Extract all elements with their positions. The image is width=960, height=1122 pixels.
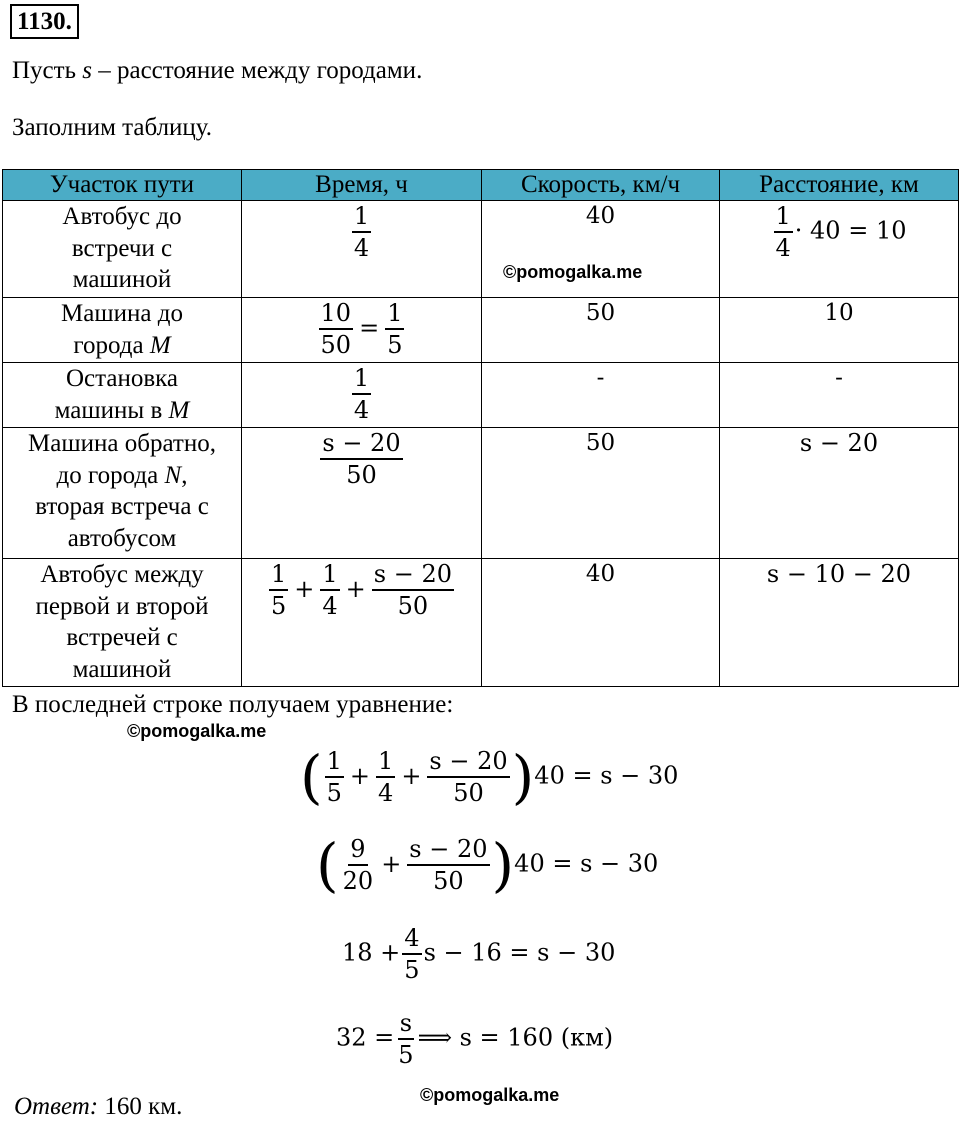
segment-line: Машина до (61, 300, 183, 327)
table-row (3, 559, 959, 687)
distance-cell: 10 (720, 298, 959, 363)
denominator: 4 (353, 396, 370, 424)
segment-text: машины в (54, 396, 169, 424)
speed-cell: 40 (482, 201, 720, 298)
denominator: 50 (346, 461, 377, 489)
plus-sign: + (349, 761, 371, 790)
numerator: s − 20 (427, 746, 509, 778)
fraction (396, 1008, 415, 1070)
fraction (352, 363, 371, 425)
numerator: s − 20 (372, 559, 454, 591)
equation-rhs: s − 16 = s − 30 (423, 938, 616, 967)
denominator: 5 (326, 779, 342, 807)
equals-sign: = (359, 313, 380, 342)
fraction (320, 559, 339, 621)
equation-2 (316, 831, 659, 899)
segment-line: вторая встреча с (35, 493, 209, 520)
denominator: 4 (322, 592, 338, 620)
denominator: 20 (342, 867, 374, 895)
numerator: s − 20 (320, 428, 402, 460)
numerator: 1 (774, 201, 793, 233)
header-speed: Скорость, км/ч (482, 170, 720, 201)
intro-let-suffix: – расстояние между городами. (91, 57, 423, 84)
plus-sign: + (401, 761, 422, 790)
header-segment: Участок пути (3, 170, 242, 201)
fraction (774, 201, 793, 263)
segment-line (3, 395, 241, 427)
segment-variable: M (168, 396, 190, 424)
denominator: 50 (397, 592, 429, 620)
answer-label: Ответ: (14, 1093, 99, 1120)
solution-table (2, 169, 959, 687)
distance-cell (720, 201, 959, 298)
speed-cell: 40 (482, 559, 720, 687)
equation-lhs: 18 + (342, 938, 401, 967)
denominator: 5 (270, 592, 287, 620)
intro-let-line (12, 56, 422, 86)
numerator: 1 (352, 363, 371, 395)
equation-rhs: 40 = s − 30 (514, 849, 659, 878)
equation-lhs: 32 = (336, 1023, 395, 1052)
table-header-row (3, 170, 959, 201)
header-time: Время, ч (242, 170, 482, 201)
fraction (269, 559, 288, 621)
table-row (3, 363, 959, 428)
time-cell (242, 298, 482, 363)
segment-variable: M (149, 331, 171, 359)
distance-cell: s − 20 (720, 428, 959, 559)
fraction (407, 834, 489, 896)
segment-line: первой и второй (35, 592, 209, 620)
segment-line: Автобус до (62, 203, 182, 230)
segment-line: машиной (72, 266, 172, 293)
equation-rhs: ⟹ s = 160 (км) (417, 1023, 614, 1052)
denominator: 4 (353, 234, 370, 262)
distance-cell: s − 10 − 20 (720, 559, 959, 687)
segment-line: Остановка (65, 365, 179, 392)
equation-intro: В последней строке получаем уравнение: (12, 691, 454, 718)
fill-table-line: Заполним таблицу. (12, 114, 213, 141)
segment-line: встречи с (71, 234, 173, 262)
segment-line (3, 330, 241, 362)
fraction (372, 559, 454, 621)
segment-text: , (181, 461, 188, 489)
segment-cell (3, 428, 242, 559)
denominator: 50 (320, 331, 352, 359)
numerator: 1 (352, 201, 371, 233)
equation-3 (342, 923, 615, 985)
segment-variable: N (164, 461, 182, 489)
plus-sign: + (381, 849, 402, 878)
segment-line (3, 460, 241, 492)
numerator: 1 (325, 746, 344, 778)
segment-text: города (73, 331, 150, 359)
fraction (319, 298, 354, 360)
segment-cell (3, 201, 242, 298)
fraction (402, 923, 421, 985)
time-cell (242, 559, 482, 687)
numerator: 1 (269, 559, 288, 591)
numerator: 1 (320, 559, 339, 591)
left-paren: ( (300, 743, 323, 811)
numerator: 10 (319, 298, 354, 330)
denominator: 50 (453, 779, 484, 807)
numerator: 1 (385, 298, 404, 330)
fraction (341, 834, 376, 896)
distance-cell: - (720, 363, 959, 428)
answer-value: 160 км. (98, 1093, 183, 1120)
distance-expression: · 40 = 10 (794, 216, 907, 245)
fraction (352, 201, 371, 263)
plus-sign: + (294, 574, 315, 603)
watermark: ©pomogalka.me (503, 262, 643, 282)
table-row (3, 201, 959, 298)
numerator: 4 (402, 923, 421, 955)
denominator: 4 (378, 779, 394, 807)
denominator: 5 (398, 1041, 414, 1069)
time-cell (242, 428, 482, 559)
numerator: s (398, 1008, 414, 1040)
segment-line: встречей с (66, 624, 178, 651)
plus-sign: + (345, 574, 366, 603)
fraction (320, 428, 402, 490)
numerator: s − 20 (407, 834, 489, 866)
numerator: 9 (348, 834, 367, 866)
denominator: 50 (433, 867, 464, 895)
equation-1 (300, 743, 679, 811)
intro-variable: s (82, 57, 92, 84)
right-paren: ) (491, 831, 515, 899)
time-cell (242, 363, 482, 428)
speed-cell: 50 (482, 298, 720, 363)
time-cell (242, 201, 482, 298)
segment-line: машиной (72, 655, 172, 683)
speed-cell: - (482, 363, 720, 428)
fraction (427, 746, 509, 808)
segment-line: Машина обратно, (28, 430, 216, 457)
fraction (325, 746, 344, 808)
header-distance: Расстояние, км (720, 170, 959, 201)
fraction (385, 298, 404, 360)
fraction (376, 746, 395, 808)
denominator: 5 (404, 956, 420, 984)
equation-4 (336, 1008, 613, 1070)
denominator: 4 (775, 234, 791, 262)
left-paren: ( (316, 831, 339, 899)
segment-line: автобусом (67, 524, 177, 552)
segment-text: до города (56, 461, 165, 489)
watermark: ©pomogalka.me (127, 721, 267, 741)
segment-cell (3, 559, 242, 687)
segment-cell (3, 298, 242, 363)
problem-number: 1130. (10, 4, 79, 39)
segment-line: Автобус между (40, 561, 204, 588)
denominator: 5 (387, 331, 403, 359)
intro-let-prefix: Пусть (12, 57, 83, 84)
right-paren: ) (511, 743, 535, 811)
speed-cell: 50 (482, 428, 720, 559)
watermark: ©pomogalka.me (420, 1085, 560, 1105)
answer-line (14, 1092, 182, 1122)
table-row (3, 428, 959, 559)
segment-cell (3, 363, 242, 428)
table-row (3, 298, 959, 363)
equation-rhs: 40 = s − 30 (534, 761, 679, 790)
numerator: 1 (376, 746, 395, 778)
